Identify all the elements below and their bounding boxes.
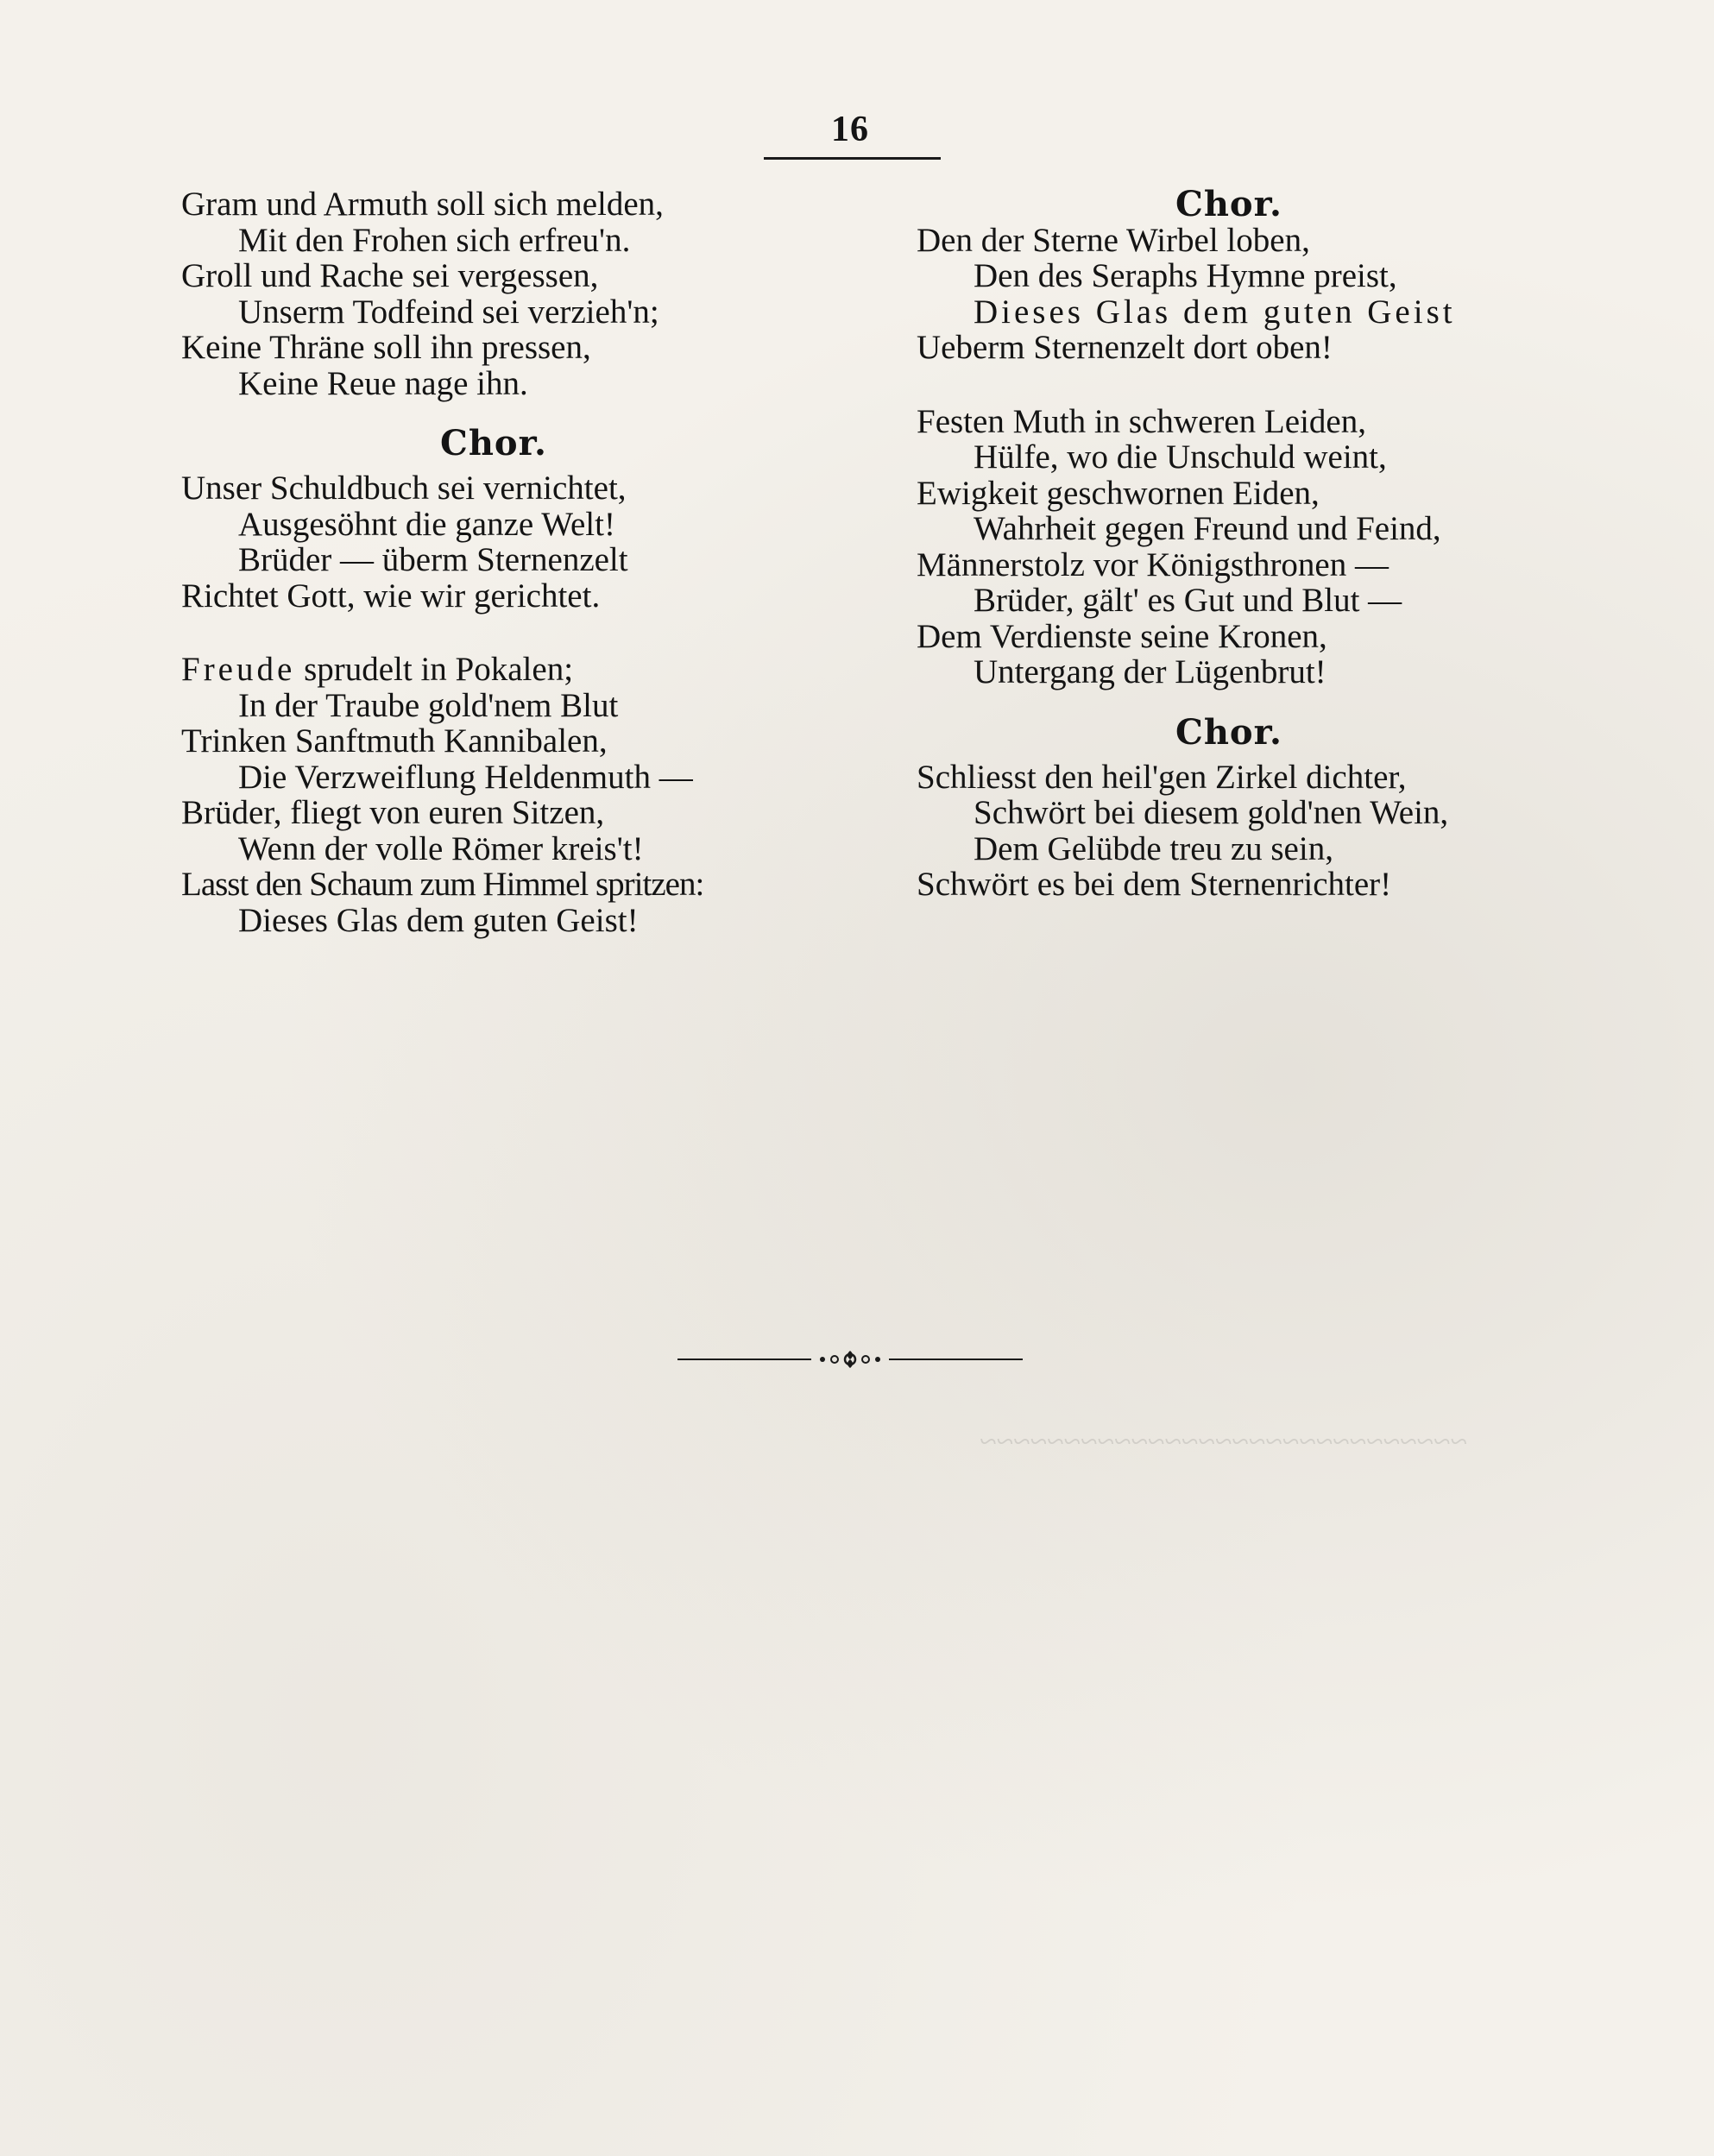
page-number-rule — [764, 157, 941, 160]
verse-line: Die Verzweiflung Heldenmuth — — [238, 758, 693, 796]
show-through-text: ~~~~~~~~~~~~~~~~~~~~~~~~~~~~~ — [980, 1424, 1467, 1459]
chor-2 — [917, 223, 1659, 366]
chor-1 — [181, 470, 863, 614]
verse-line: Den des Seraphs Hymne preist, — [974, 257, 1397, 294]
verse-line: Wahrheit gegen Freund und Feind, — [974, 510, 1441, 547]
verse-line: Unserm Todfeind sei verzieh'n; — [238, 293, 659, 331]
stanza-3 — [917, 404, 1659, 690]
verse-line: Schwört bei diesem gold'nen Wein, — [974, 794, 1449, 831]
verse-line: Brüder, fliegt von euren Sitzen, — [181, 794, 605, 831]
verse-line: Hülfe, wo die Unschuld weint, — [974, 438, 1387, 476]
verse-line: Den der Sterne Wirbel loben, — [917, 221, 1310, 259]
ornament-divider-icon — [677, 1346, 1023, 1372]
verse-line: Mit den Frohen sich erfreu'n. — [238, 221, 631, 259]
verse-line: Keine Reue nage ihn. — [238, 364, 528, 402]
verse-line: Unser Schuldbuch sei vernichtet, — [181, 470, 627, 507]
verse-line: Schliesst den heil'gen Zirkel dichter, — [917, 758, 1407, 796]
verse-line: Untergang der Lügenbrut! — [974, 653, 1326, 690]
verse-line: Dieses Glas dem guten Geist! — [238, 901, 639, 939]
verse-line: Ausgesöhnt die ganze Welt! — [238, 505, 615, 543]
spacer — [181, 401, 863, 417]
verse-line: Schwört es bei dem Sternenrichter! — [917, 866, 1392, 903]
verse-line: Gram und Armuth soll sich melden, — [181, 186, 664, 223]
verse-line: Brüder, gält' es Gut und Blut — — [974, 582, 1402, 619]
spacer — [917, 690, 1659, 706]
emphasis: Dieses Glas dem guten Geist — [974, 293, 1456, 331]
chor-heading: Chor. — [440, 423, 547, 463]
verse-line: Richtet Gott, wie wir gerichtet. — [181, 577, 601, 615]
verse-line: Männerstolz vor Königsthronen — — [917, 545, 1389, 583]
verse-line: Freude sprudelt in Pokalen; — [181, 651, 574, 688]
page-number: 16 — [831, 110, 869, 149]
verse-line: Festen Muth in schweren Leiden, — [917, 402, 1366, 440]
chor-3 — [917, 760, 1659, 903]
verse-line: Trinken Sanftmuth Kannibalen, — [181, 722, 608, 760]
verse-line: In der Traube gold'nem Blut — [238, 686, 619, 724]
verse-line: Ueberm Sternenzelt dort oben! — [917, 329, 1333, 366]
spacer — [917, 366, 1659, 404]
verse-line: Wenn der volle Römer kreis't! — [238, 829, 644, 867]
chor-heading: Chor. — [1175, 184, 1282, 224]
emphasis: Freude — [181, 651, 296, 688]
verse-line: Ewigkeit geschwornen Eiden, — [917, 474, 1320, 512]
verse-line — [917, 294, 1659, 331]
verse-line: Groll und Rache sei vergessen, — [181, 257, 599, 294]
right-column — [917, 186, 1659, 903]
chor-heading: Chor. — [1175, 711, 1282, 753]
verse-line: Dem Gelübde treu zu sein, — [974, 829, 1333, 867]
stanza-2 — [181, 652, 863, 938]
verse-line: Lasst den Schaum zum Himmel spritzen: — [181, 866, 704, 903]
spacer — [181, 614, 863, 652]
verse-line: Dem Verdienste seine Kronen, — [917, 617, 1327, 655]
verse-line: Brüder — überm Sternenzelt — [238, 541, 628, 578]
left-column — [181, 186, 863, 938]
stanza-1 — [181, 186, 863, 401]
verse-line: Keine Thräne soll ihn pressen, — [181, 329, 591, 366]
